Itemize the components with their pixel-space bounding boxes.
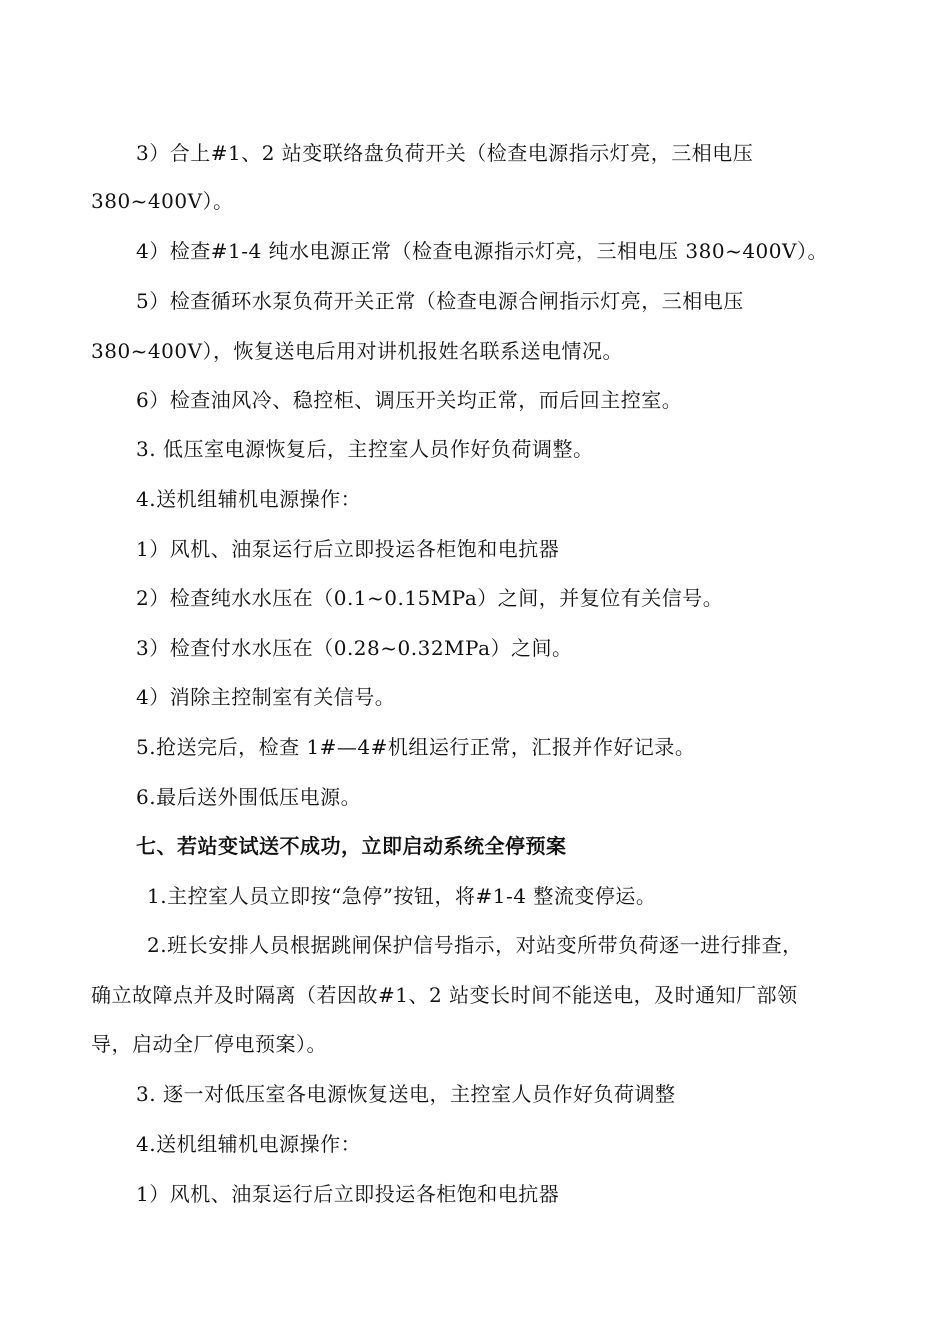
paragraph-line: 1）风机、油泵运行后立即投运各柜饱和电抗器 — [136, 1182, 560, 1206]
paragraph-line: 4）检查#1-4 纯水电源正常（检查电源指示灯亮，三相电压 380~400V）。 — [136, 239, 828, 263]
paragraph-line: 6.最后送外围低压电源。 — [136, 785, 362, 809]
paragraph-line: 3. 逐一对低压室各电源恢复送电，主控室人员作好负荷调整 — [136, 1082, 676, 1106]
paragraph-line: 5.抢送完后，检查 1#—4#机组运行正常，汇报并作好记录。 — [136, 735, 696, 759]
paragraph-line: 2.班长安排人员根据跳闸保护信号指示，对站变所带负荷逐一进行排查， — [147, 933, 803, 957]
paragraph-line: 4）消除主控制室有关信号。 — [136, 685, 396, 709]
paragraph-line: 6）检查油风冷、稳控柜、调压开关均正常，而后回主控室。 — [136, 388, 683, 412]
paragraph-line: 4.送机组辅机电源操作： — [136, 487, 362, 511]
paragraph-line: 1）风机、油泵运行后立即投运各柜饱和电抗器 — [136, 537, 560, 561]
paragraph-line: 3）检查付水水压在（0.28~0.32MPa）之间。 — [136, 636, 573, 660]
paragraph-line: 2）检查纯水水压在（0.1~0.15MPa）之间，并复位有关信号。 — [136, 586, 724, 610]
paragraph-line: 导，启动全厂停电预案）。 — [91, 1032, 327, 1056]
paragraph-line: 确立故障点并及时隔离（若因故#1、2 站变长时间不能送电，及时通知厂部领 — [91, 983, 798, 1007]
paragraph-line: 1.主控室人员立即按“急停”按钮，将#1-4 整流变停运。 — [147, 884, 657, 908]
paragraph-line: 3）合上#1、2 站变联络盘负荷开关（检查电源指示灯亮，三相电压 — [136, 141, 754, 165]
paragraph-line: 380~400V），恢复送电后用对讲机报姓名联系送电情况。 — [91, 339, 624, 363]
paragraph-line: 4.送机组辅机电源操作： — [136, 1132, 362, 1156]
section-heading: 七、若站变试送不成功，立即启动系统全停预案 — [136, 834, 567, 858]
paragraph-line: 380~400V）。 — [91, 189, 234, 213]
paragraph-line: 5）检查循环水泵负荷开关正常（检查电源合闸指示灯亮，三相电压 — [136, 289, 744, 313]
paragraph-line: 3. 低压室电源恢复后，主控室人员作好负荷调整。 — [136, 437, 594, 461]
